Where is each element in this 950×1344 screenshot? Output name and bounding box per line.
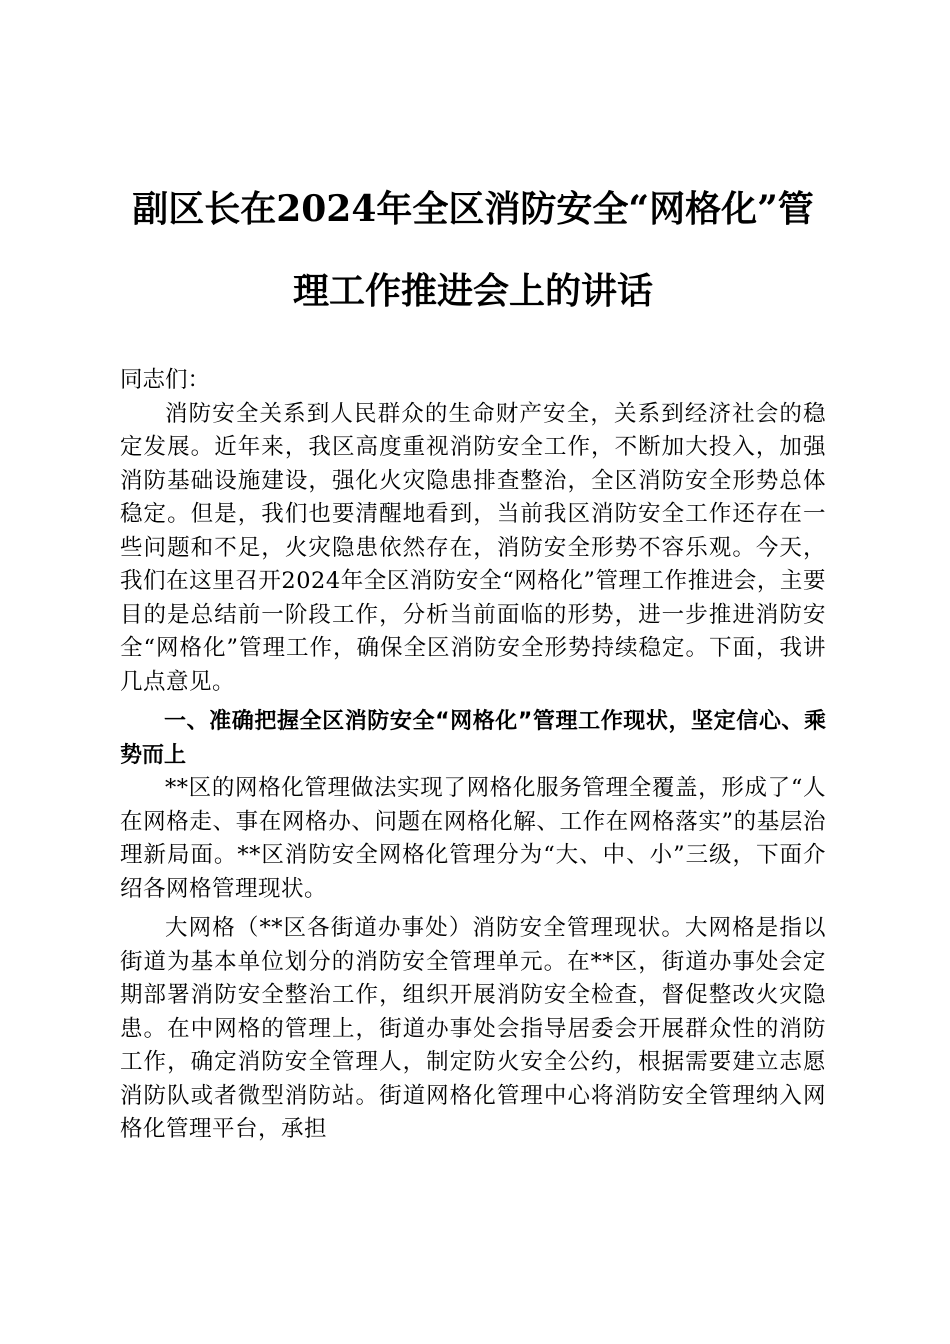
paragraph-grid-overview: **区的网格化管理做法实现了网格化服务管理全覆盖，形成了“人在网格走、事在网格办、问题在网格化解、工作在网格落实”的基层治理新局面。**区消防安全网格化管理分为“大、中、小”三级，下面介绍各网格管理现状。 — [120, 775, 826, 902]
document-page — [120, 168, 826, 1147]
document-title — [102, 168, 844, 332]
salutation: 同志们： — [120, 367, 211, 393]
paragraph-large-grid: 大网格（**区各街道办事处）消防安全管理现状。大网格是指以街道为基本单位划分的消防安全管理单元。在**区，街道办事处会定期部署消防安全整治工作，组织开展消防安全检查，督促整改火灾隐患。在中网格的管理上，街道办事处会指导居委会开展群众性的消防工作，确定消防安全管理人，制定防火安全公约，根据需要建立志愿消防队或者微型消防站。街道网格化管理中心将消防安全管理纳入网格化管理平台，承担 — [120, 915, 826, 1142]
title-line-1: 副区长在2024年全区消防安全“网格化”管 — [132, 188, 814, 230]
title-line-2: 理工作推进会上的讲话 — [292, 270, 653, 312]
section-heading-1: 一、准确把握全区消防安全“网格化”管理工作现状，坚定信心、乘势而上 — [120, 709, 826, 768]
paragraph-intro: 消防安全关系到人民群众的生命财产安全，关系到经济社会的稳定发展。近年来，我区高度重视消防安全工作，不断加大投入，加强消防基础设施建设，强化火灾隐患排查整治，全区消防安全形势总体稳定。但是，我们也要清醒地看到，当前我区消防安全工作还存在一些问题和不足，火灾隐患依然存在，消防安全形势不容乐观。今天，我们在这里召开2024年全区消防安全“网格化”管理工作推进会，主要目的是总结前一阶段工作，分析当前面临的形势，进一步推进消防安全“网格化”管理工作，确保全区消防安全形势持续稳定。下面，我讲几点意见。 — [120, 400, 826, 695]
